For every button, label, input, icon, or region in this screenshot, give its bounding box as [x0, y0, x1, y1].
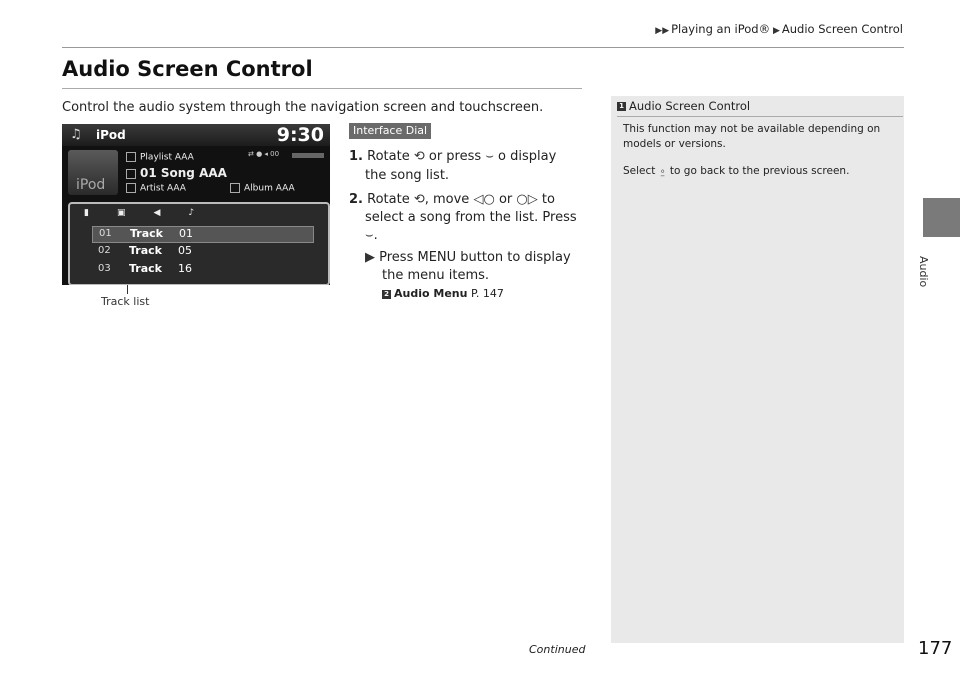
back-button-icon: ⍛	[658, 163, 667, 178]
music-note-icon: ♫	[70, 127, 82, 142]
track-label: Track	[130, 227, 163, 240]
song-text: 01 Song AAA	[140, 166, 227, 180]
sub-step-cont: the menu items.	[382, 268, 490, 283]
move-right-icon: ○▷	[516, 192, 538, 207]
step-text: .	[373, 228, 378, 243]
sidebar-divider	[617, 116, 903, 117]
interface-dial-badge: Interface Dial	[349, 123, 431, 139]
track-list-panel	[68, 202, 330, 285]
ipod-screen-image	[62, 124, 330, 285]
list-icon: ▮	[84, 208, 89, 218]
track-row	[92, 244, 312, 259]
arrow-right-icon: ▶	[365, 250, 375, 265]
callout-line	[127, 285, 128, 294]
playlist-text: Playlist AAA	[140, 152, 194, 163]
album-row	[230, 183, 295, 194]
continued-label: Continued	[529, 643, 586, 656]
album-art-label: iPod	[76, 177, 106, 193]
step-text: or	[498, 192, 513, 207]
step-2-cont: select a song from the list. Press	[365, 210, 577, 225]
sidebar-heading-text: Audio Screen Control	[629, 99, 751, 113]
song-row	[126, 166, 227, 180]
step-text: Rotate	[367, 149, 410, 164]
sidebar-text: Select	[623, 165, 656, 177]
sidebar-note	[611, 96, 904, 643]
song-list-icon: ▣	[116, 208, 126, 218]
breadcrumb-part-2: Audio Screen Control	[781, 22, 903, 36]
step-text: , move	[424, 192, 470, 207]
header-divider	[62, 47, 904, 48]
back-arrow-icon: ◀	[153, 208, 161, 218]
breadcrumb-part-1: Playing an iPod®	[671, 22, 771, 36]
track-list-callout: Track list	[101, 295, 150, 308]
volume-bar	[292, 153, 324, 158]
step-2	[349, 190, 555, 209]
sidebar-text: to go back to the previous screen.	[669, 165, 850, 177]
artist-text: Artist AAA	[140, 183, 186, 194]
rotate-dial-icon: ⟲	[413, 192, 425, 207]
artist-icon	[126, 183, 136, 193]
screen-source: iPod	[96, 128, 126, 142]
section-tab	[923, 198, 960, 237]
track-value: 01	[179, 227, 193, 240]
rotate-dial-icon: ⟲	[413, 149, 425, 164]
breadcrumb	[655, 22, 903, 36]
step-2-end	[365, 226, 378, 245]
sidebar-paragraph	[623, 163, 895, 179]
track-row	[92, 262, 312, 277]
section-tab-label: Audio	[917, 256, 930, 288]
sidebar-paragraph: This function may not be available depending on models or versions.	[623, 123, 881, 150]
step-1	[349, 147, 556, 166]
step-text: or press	[428, 149, 482, 164]
status-value: 00	[270, 150, 280, 158]
track-label: Track	[129, 262, 162, 275]
playlist-row	[126, 152, 194, 163]
track-value: 16	[178, 262, 192, 275]
artist-row	[126, 183, 186, 194]
step-1-cont: the song list.	[365, 168, 450, 183]
step-text: to	[541, 192, 555, 207]
reference-page: P. 147	[470, 287, 504, 300]
playback-status: ⇄ ● ◂ 00	[248, 150, 280, 158]
press-dial-icon: ⌣	[485, 149, 494, 164]
sub-step-text: Press MENU button to display	[379, 250, 571, 265]
album-text: Album AAA	[244, 183, 295, 194]
arrow-right-icon: ▶▶	[655, 26, 670, 36]
page-title: Audio Screen Control	[62, 57, 313, 81]
album-icon	[230, 183, 240, 193]
step-text: o display	[498, 149, 557, 164]
track-row	[92, 226, 314, 243]
move-left-icon: ◁○	[473, 192, 495, 207]
arrow-right-icon: ▶	[770, 26, 780, 36]
step-text: Rotate	[367, 192, 410, 207]
intro-text: Control the audio system through the navigation screen and touchscreen.	[62, 100, 544, 115]
note-number-icon: 1	[617, 102, 626, 111]
screen-clock: 9:30	[276, 124, 324, 146]
list-tabs	[84, 208, 322, 221]
reference-icon: 2	[382, 290, 391, 299]
step-number: 1.	[349, 149, 363, 164]
step-number: 2.	[349, 192, 363, 207]
track-number: 02	[98, 245, 111, 256]
track-number: 03	[98, 263, 111, 274]
playlist-icon	[126, 152, 136, 162]
cross-reference-link[interactable]	[382, 287, 504, 300]
reference-label: Audio Menu	[394, 287, 468, 300]
page-number: 177	[918, 638, 953, 659]
track-label: Track	[129, 244, 162, 257]
press-dial-icon: ⌣	[365, 228, 374, 243]
sub-step	[365, 248, 571, 267]
track-value: 05	[178, 244, 192, 257]
title-divider	[62, 88, 582, 89]
song-icon	[126, 169, 136, 179]
sidebar-heading	[617, 99, 750, 113]
track-number: 01	[99, 228, 112, 239]
music-note-icon: ♪	[188, 208, 195, 218]
